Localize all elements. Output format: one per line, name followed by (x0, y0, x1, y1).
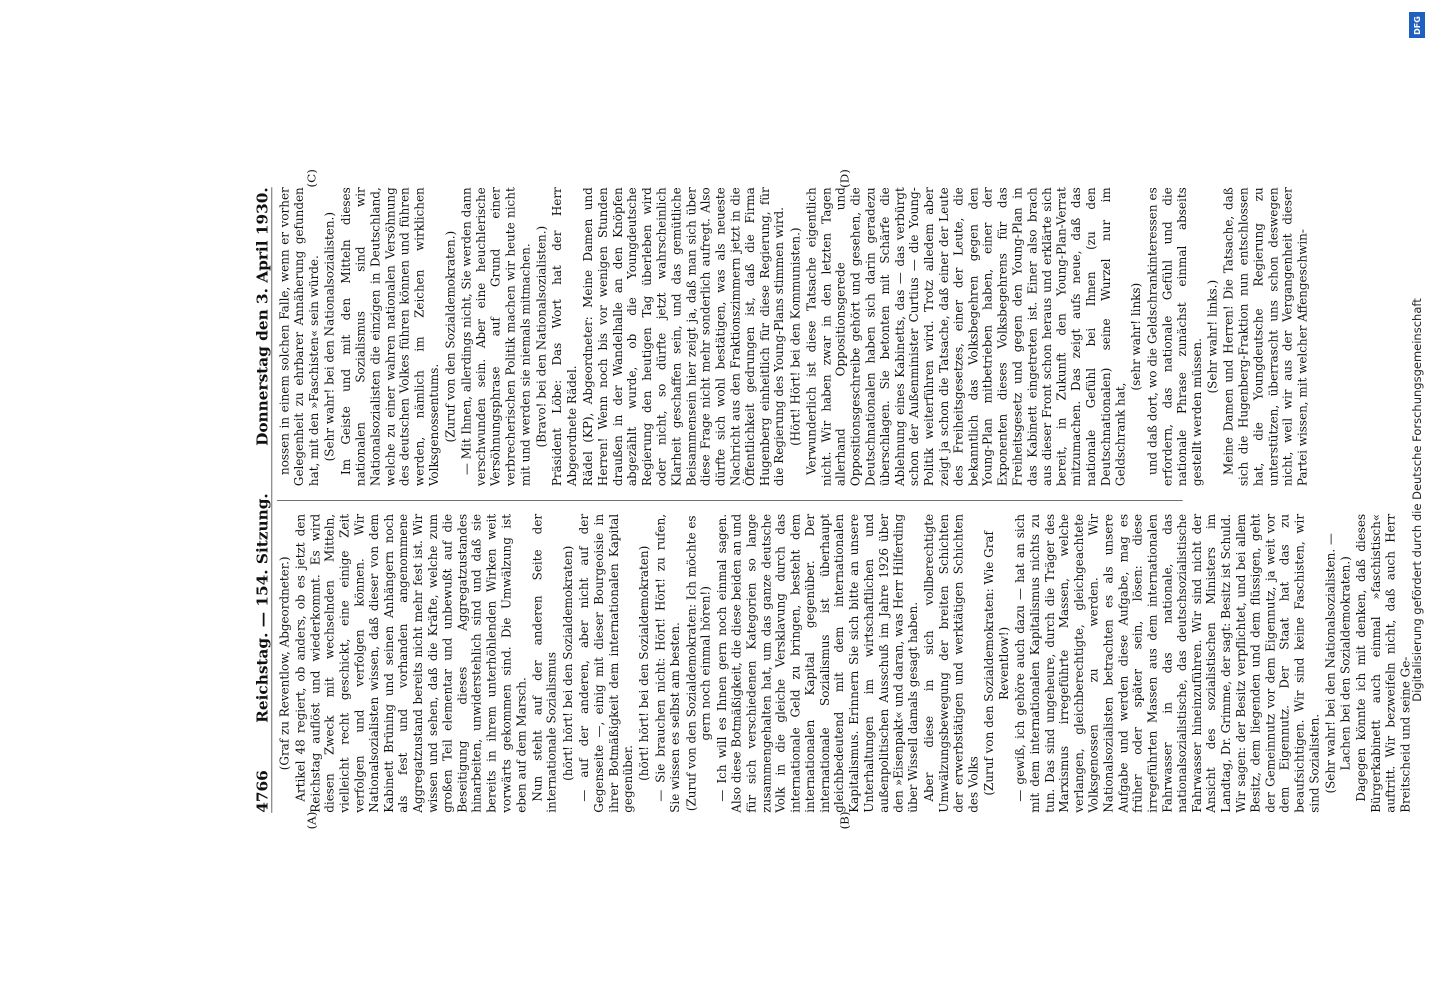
paragraph: (Bravo! bei den Nationalsozialisten.) (535, 225, 549, 448)
header-left-title: Reichstag. — 154. Sitzung. (253, 493, 272, 723)
margin-marker-a: (A) (305, 811, 319, 830)
paragraph: — auf der anderen, aber nicht auf der Gegenseite —, einig mit dieser Bourgeoisie in ihrer Botmäßigkeit dem internationalen Kapital gegenüber. (577, 513, 636, 813)
margin-marker-b: (B) (838, 811, 852, 830)
funding-note (1408, 12, 1426, 988)
paragraph: Verwunderlich ist diese Tatsache eigentlich nicht. Wir haben zwar in den letzten Tagen allerhand Oppositionsgerede und Oppositionsgeschreibe gehört und gesehen, die Deutschnationalen haben sich darin geradezu überschlagen. Sie betonten mit Schärfe die Ablehnung eines Kabinetts, das — das verbürgt schon der Außenminister Curtius — die Young-Politik weiterführen wird. Trotz alledem aber zeigt ja schon die Tatsache, daß einer der Leute des Freiheitsgesetzes, einer der Leute, die bekanntlich das Volksbegehren gegen den Young-Plan mitbetrieben haben, einer der Exponenten dieses Volksbegehrens für das Freiheitsgesetz und gegen den Young-Plan in das Kabinett eingetreten ist. Einer also brach aus dieser Front schon heraus und erklärte sich bereit, in Zukunft den Young-Plan-Verrat mitzumachen. Das zeigt aufs neue, daß das nationale Gefühl bei Ihnen (zu den Deutschnationalen) seine Wurzel nur im Geldschrank hat, (805, 187, 1128, 487)
paragraph: (Zuruf von den Sozialdemokraten: Wie Graf Reventlow!) (983, 531, 1012, 796)
newspaper-page (244, 169, 1413, 830)
paragraph: (Sehr wahr! links.) (1206, 279, 1221, 394)
paragraph: — gewiß, ich gehöre auch dazu — hat an sich mit dem internationalen Kapitalismus nichts zu tun. Das sind ungeheure, durch die Träger des Marxismus irregeführte Massen, welche verlangen, gleichberechtigte, gleichgeachtete Volksgenossen zu werden. Wir Nationalsozialisten betrachten es als unsere Aufgabe und werden diese Aufgabe, mag es früher oder später sein, lösen: diese irregeführten Massen aus dem internationalen Fahrwasser in das nationale, das nationalsozialistische, das deutschsozialistische Fahrwasser hineinzuführen. Wir sind nicht der Ansicht des sozialistischen Ministers im Landtag, Dr. Grimme, der sagt: Besitz ist Schuld. Wir sagen: der Besitz verpflichtet, und bei allem Besitz, dem liegenden und dem flüssigen, geht der Gemeinnutz vor dem Eigennutz, ja weit vor dem Eigennutz. Der Staat hat das zu beaufsichtigen. Wir sind keine Faschisten, wir sind Sozialisten. (1014, 513, 1322, 813)
margin-marker-d: (D) (838, 169, 852, 188)
funding-note-text: Digitalisierung gefördert durch die Deutsche Forschungsgemeinschaft (1410, 298, 1424, 702)
paragraph: Im Geiste und mit den Mitteln dieses nationalen Sozialismus sind wir Nationalsozialisten die einzigen in Deutschland, welche zu einer wahren nationalen Versöhnung des deutschen Volkes führen können und führen werden, nämlich im Zeichen wirklichen Volksgenossentums. (339, 187, 442, 487)
paragraph: und daß dort, wo die Geldschrankinteressen es erfordern, das nationale Gefühl und die nationale Phrase zunächst einmal abseits gestellt werden müssen. (1146, 187, 1205, 487)
paragraph: — Mit Ihnen, allerdings nicht, Sie werden dann verschwunden sein. Aber eine heuchlerische Versöhnungsphrase auf Grund einer verbrecherischen Politik machen wir heute nicht mit und werden sie niemals mitmachen. (460, 187, 533, 487)
page-number: 4766 (253, 770, 272, 813)
paragraph: (Sehr wahr! bei den Nationalsozialisten.) (323, 211, 338, 462)
dfg-logo (1409, 12, 1425, 38)
paragraph: (Sehr wahr! bei den Nationalsozialisten. — Lachen bei den Sozialdemokraten.) (1324, 533, 1353, 794)
paragraph: Dagegen könnte ich mit denken, daß dieses Bürgerkabinett auch einmal »faschistisch« auftritt. Wir bezweifeln nicht, daß auch Herr Breitscheid und seine Ge- (1355, 513, 1413, 813)
right-column (278, 187, 1310, 487)
paragraph: (Zuruf von den Sozialdemokraten: Ich möchte es gern noch einmal hören!) (684, 515, 714, 812)
paragraph: — Ich will es Ihnen gern noch einmal sagen. Also diese Botmäßigkeit, die diese beiden an und für sich verschiedenen Kategorien so lange zusammengehalten hat, um das ganze deutsche Volk in die gleiche Versklavung durch das internationale Geld zu bringen, besteht dem internationalen Kapital gegenüber. Der internationale Sozialismus ist überhaupt gleichbedeutend mit dem internationalen Kapitalismus. Erinnern Sie sich bitte an unsere Unterhaltungen im wirtschaftlichen und außenpolitischen Ausschuß im Jahre 1926 über den »Eisenpakt« und daran, was Herr Hilferding über Wissell damals gesagt haben. (715, 513, 921, 813)
page-header (249, 187, 273, 813)
paragraph: (hört! hört! bei den Sozialdemokraten) (638, 545, 652, 781)
paragraph: (Graf zu Reventlow, Abgeordneter.) (278, 556, 292, 771)
paragraph: Präsident Löbe: Das Wort hat der Herr Abgeordnete Rädel. (551, 187, 580, 487)
header-right-title: Donnerstag den 3. April 1930. (253, 187, 272, 446)
margin-marker-c: (C) (305, 169, 319, 188)
paragraph: Rädel (KP), Abgeordneter: Meine Damen und Herren! Wenn noch bis vor wenigen Stunden draußen in der Wandelhalle an den Knöpfen abgezählt wurde, ob die Youngdeutsche Regierung den heutigen Tag überleben wird oder nicht, so dürfte jetzt wahrscheinlich Klarheit geschaffen sein, und das gemütliche Beisammensein hier zeigt ja, daß man sich über diese Frage nicht mehr sonderlich aufregt. Also dürfte sich wohl bestätigen, was als neueste Nachricht aus den Fraktionszimmern jetzt in die Öffentlichkeit gedrungen ist, daß die Firma Hugenberg einheitlich für diese Regierung, für die Regierung des Young-Plans stimmen wird. (581, 187, 787, 487)
paragraph: (Hört! Hört! bei den Kommunisten.) (789, 227, 803, 446)
paragraph: — Sie brauchen nicht: Hört! Hört! zu rufen, Sie wissen es selbst am besten. (654, 513, 683, 813)
paragraph: Nun steht auf der anderen Seite der internationale Sozialismus (531, 513, 560, 813)
paragraph: (sehr wahr! links) (1130, 282, 1144, 391)
paragraph: Meine Damen und Herren! Die Tatsache, daß sich die Hugenberg-Fraktion nun entschlossen hat, die Youngdeutsche Regierung zu unterstützen, überrascht uns schon deswegen nicht, weil wir aus der Vergangenheit dieser Partei wissen, mit welcher Affengeschwin- (1222, 187, 1310, 487)
paragraph: (hört! hört! bei den Sozialdemokraten) (561, 545, 576, 781)
column-divider (277, 500, 1183, 501)
left-column (278, 513, 1413, 813)
paragraph: Aber diese in sich vollberechtigte Umwälzungsbewegung der breiten Schichten der erwerbstätigen und werktätigen Schichten des Volks (923, 513, 981, 813)
paragraph: (Zuruf von den Sozialdemokraten.) (444, 230, 458, 443)
paragraph: Artikel 48 regiert, ob anders, ob es jetzt den Reichstag auflöst und wiederkommt. Es wird diesen Zweck mit wechselnden Mitteln, vielleicht recht geschickt, eine einige Zeit verfolgen und verfolgen können. Wir Nationalsozialisten wissen, daß dieser von dem Kabinett Brüning und seinen Anhängern noch als fest und vorhanden angenommene Aggregatzustand bereits nicht mehr fest ist. Wir wissen und sehen, daß die Kräfte, welche zum großen Teil elementar und unbewußt auf die Beseitigung dieses Aggregatzustandes hinarbeiten, unwiderstehlich sind und daß sie bereits in ihrem unterhöhlenden Wirken weit vorwärts gekommen sind. Die Umwälzung ist eben auf dem Marsch. (294, 513, 529, 813)
dfg-logo-text: DFG (1412, 15, 1422, 35)
paragraph: nossen in einem solchen Falle, wenn er vorher Gelegenheit zu ehrbarer Annäherung gefunden hat, mit den »Faschisten« sein würde. (278, 187, 322, 487)
